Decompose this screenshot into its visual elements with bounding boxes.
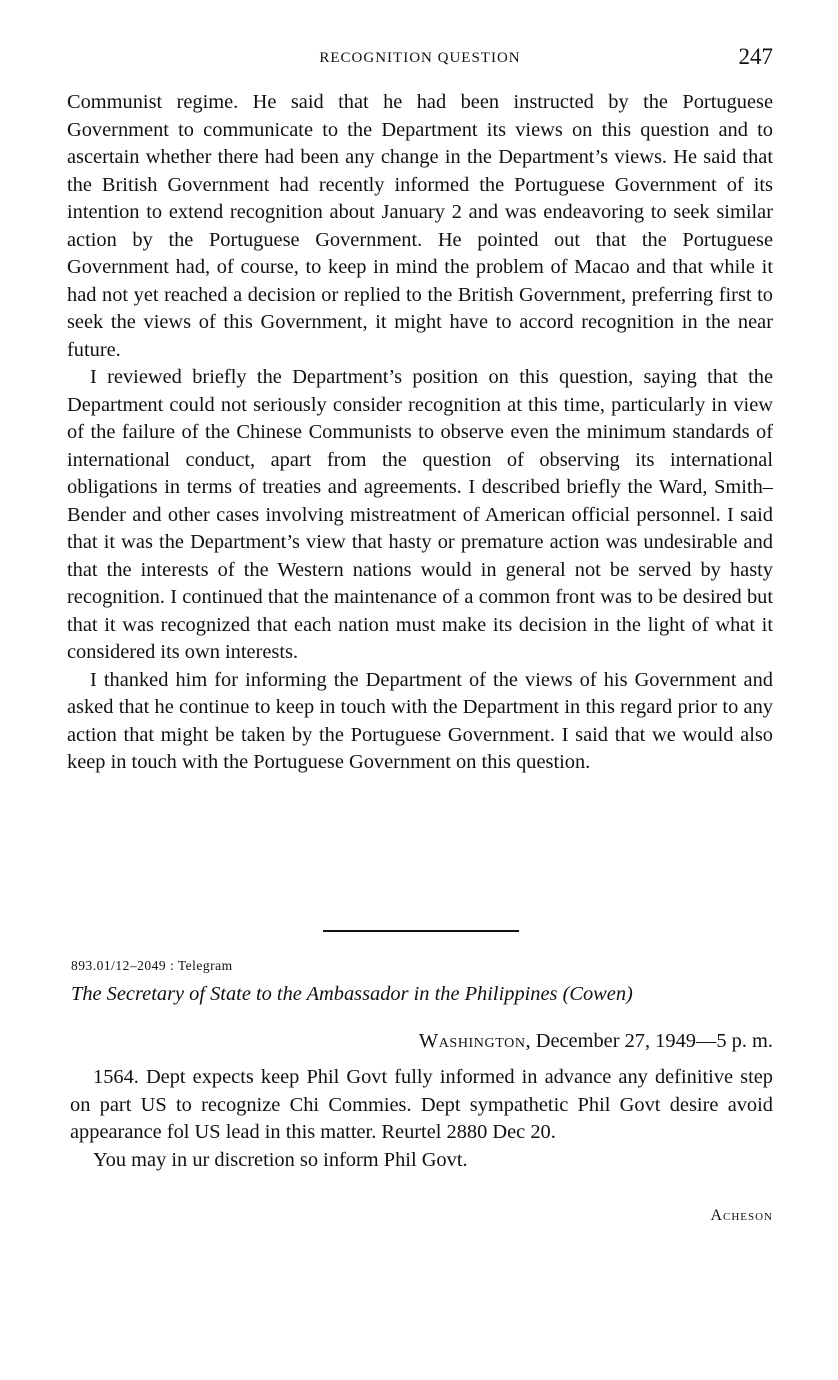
- section-divider: [323, 930, 519, 932]
- telegram-paragraph-2: You may in ur discretion so inform Phil Govt.: [93, 1148, 468, 1171]
- dateline-place: Washington: [418, 1030, 526, 1052]
- telegram-body: [70, 1064, 773, 1174]
- memo-paragraph-1: Communist regime. He said that he had been instructed by the Portuguese Government to communicate to the Department its views on this question and to ascertain whether there had been any change in the Department’s views. He said that the British Government had recently informed the Portuguese Government of its intention to extend recognition about January 2 and was endeavoring to seek similar action by the Portuguese Government. He pointed out that the Portuguese Government had, of course, to keep in mind the problem of Macao and that while it had not yet reached a decision or replied to the British Government, preferring first to seek the views of this Government, it might have to accord recognition in the near future.: [67, 91, 773, 361]
- telegram-dateline: [419, 1030, 773, 1053]
- telegram-signature: Acheson: [710, 1207, 773, 1224]
- running-title: RECOGNITION QUESTION: [319, 50, 521, 66]
- memo-paragraph-2: I reviewed briefly the Department’s position on this question, saying that the Department could not seriously consider recognition at this time, particularly in view of the failure of the Chinese Communists to observe even the minimum standards of international conduct, apart from the question of observing its international obligations in terms of treaties and agreements. I described briefly the Ward, Smith–Bender and other cases involving mistreatment of American official personnel. I said that it was the Department’s view that hasty or premature action was undesirable and that the interests of the Western nations would in general not be served by hasty recognition. I continued that the maintenance of a common front was to be desired but that it was recognized that each nation must make its decision in the light of what it considered its own interests.: [67, 366, 773, 663]
- page-number: 247: [738, 44, 773, 69]
- telegram-file-reference: 893.01/12–2049 : Telegram: [71, 958, 233, 973]
- telegram-paragraph-1: 1564. Dept expects keep Phil Govt fully informed in advance any definitive step on part US to recognize Chi Commies. Dept sympathetic Phil Govt desire avoid appearance fol US lead in this matter. Reurtel 2880 Dec 20.: [70, 1066, 773, 1143]
- running-header: [67, 44, 773, 74]
- dateline-date: , December 27, 1949—5 p. m.: [525, 1030, 773, 1052]
- telegram-title: The Secretary of State to the Ambassador in the Philippines (Cowen): [71, 983, 633, 1005]
- memo-paragraph-3: I thanked him for informing the Department of the views of his Government and asked that he continue to keep in touch with the Department in this regard prior to any action that might be taken by the Portuguese Government. I said that we would also keep in touch with the Portuguese Government on this question.: [67, 668, 773, 773]
- memo-body: [67, 89, 773, 777]
